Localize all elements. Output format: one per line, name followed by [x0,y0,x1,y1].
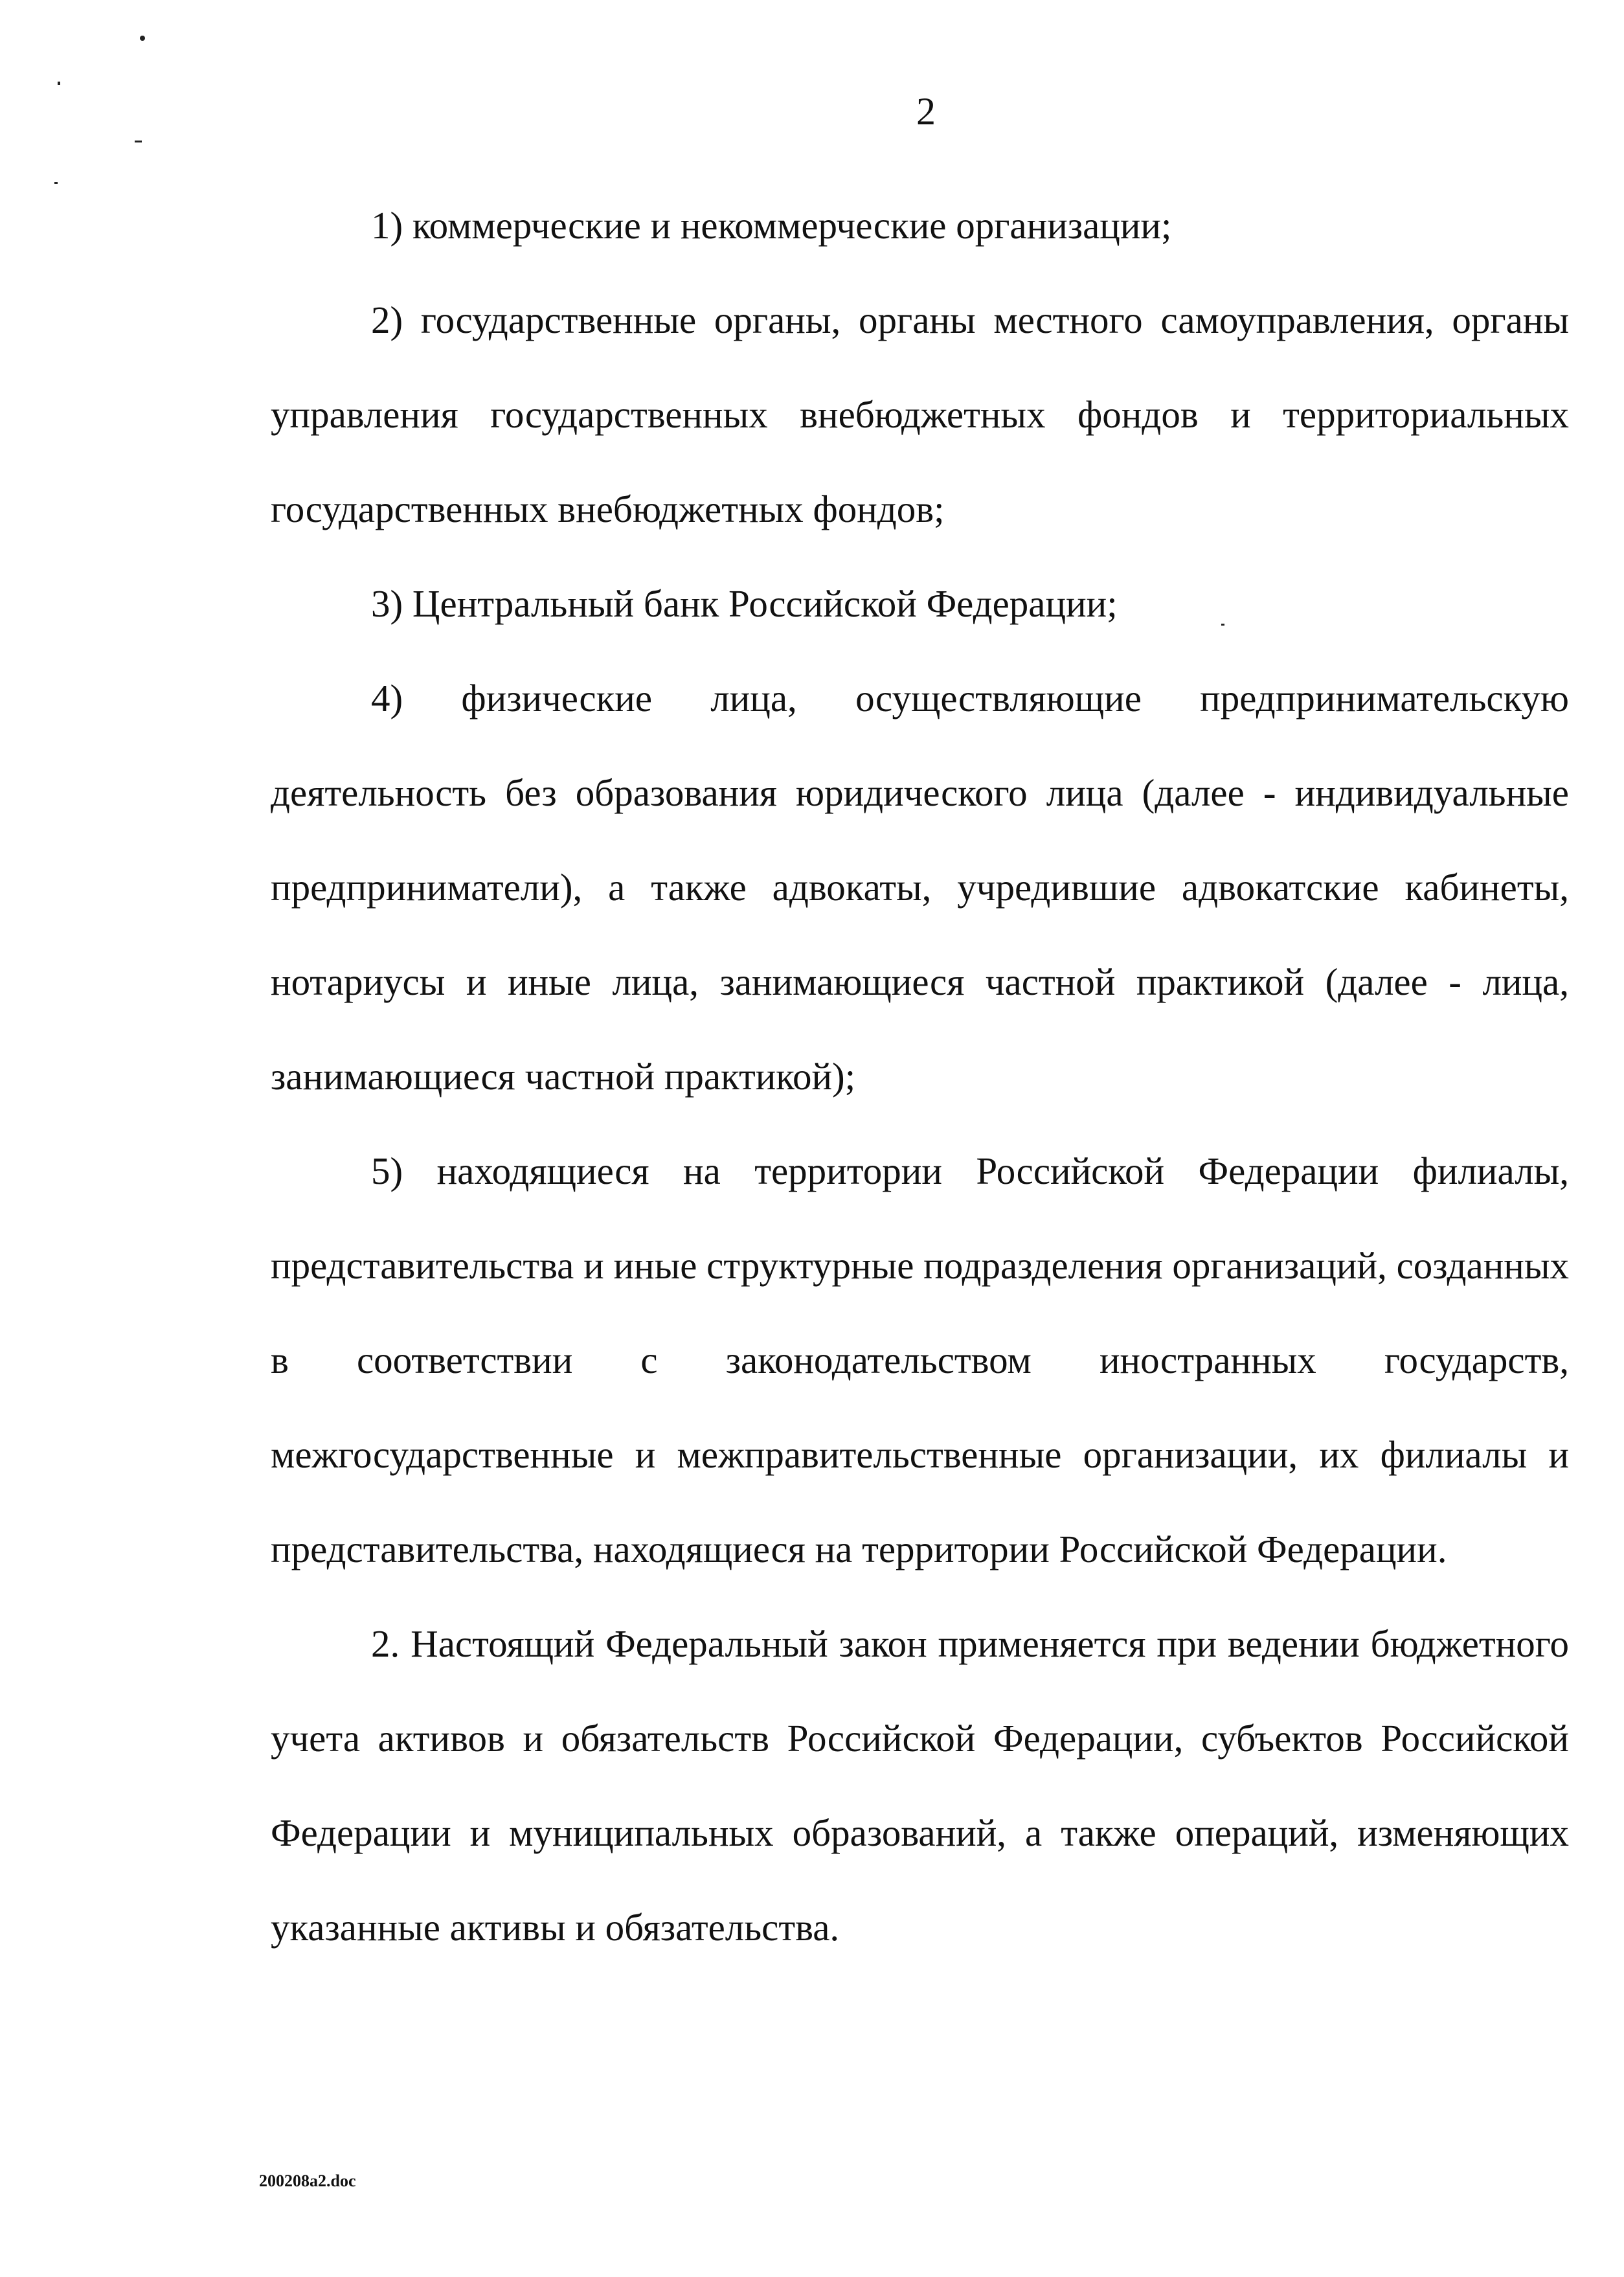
footer-filename: 200208а2.doc [259,2171,356,2190]
page-number: 2 [916,90,936,133]
paragraph-item-4: 4) физические лица, осуществляющие предпринимательскую деятельность без образования юридического лица (далее - индивидуальные предприниматели), а также адвокаты, учредившие адвокатские кабинеты, нотариусы и иные лица, занимающиеся частной практикой (далее - лица, занимающиеся частной практикой); [271,677,1569,1098]
paragraph-item-2: 2) государственные органы, органы местного самоуправления, органы управления государственных внебюджетных фондов и территориальных государственных внебюджетных фондов; [271,299,1569,530]
scan-speck [58,82,60,85]
scan-speck [140,36,145,41]
paragraph-section-2: 2. Настоящий Федеральный закон применяется при ведении бюджетного учета активов и обязательств Российской Федерации, субъектов Российской Федерации и муниципальных образований, а также операций, изменяющих указанные активы и обязательства. [271,1622,1569,1949]
scan-speck [54,182,58,184]
scan-speck [135,141,142,142]
paragraph-item-5: 5) находящиеся на территории Российской Федерации филиалы, представительства и иные структурные подразделения организаций, созданных в соответствии с законодательством иностранных государств, межгосударственные и межправительственные организации, их филиалы и представительства, находящиеся на территории Российской Федерации. [271,1150,1569,1570]
paragraph-item-3: 3) Центральный банк Российской Федерации; [371,582,1118,625]
document-body [271,178,1569,1975]
paragraph-item-1: 1) коммерческие и некоммерческие организации; [371,204,1172,247]
